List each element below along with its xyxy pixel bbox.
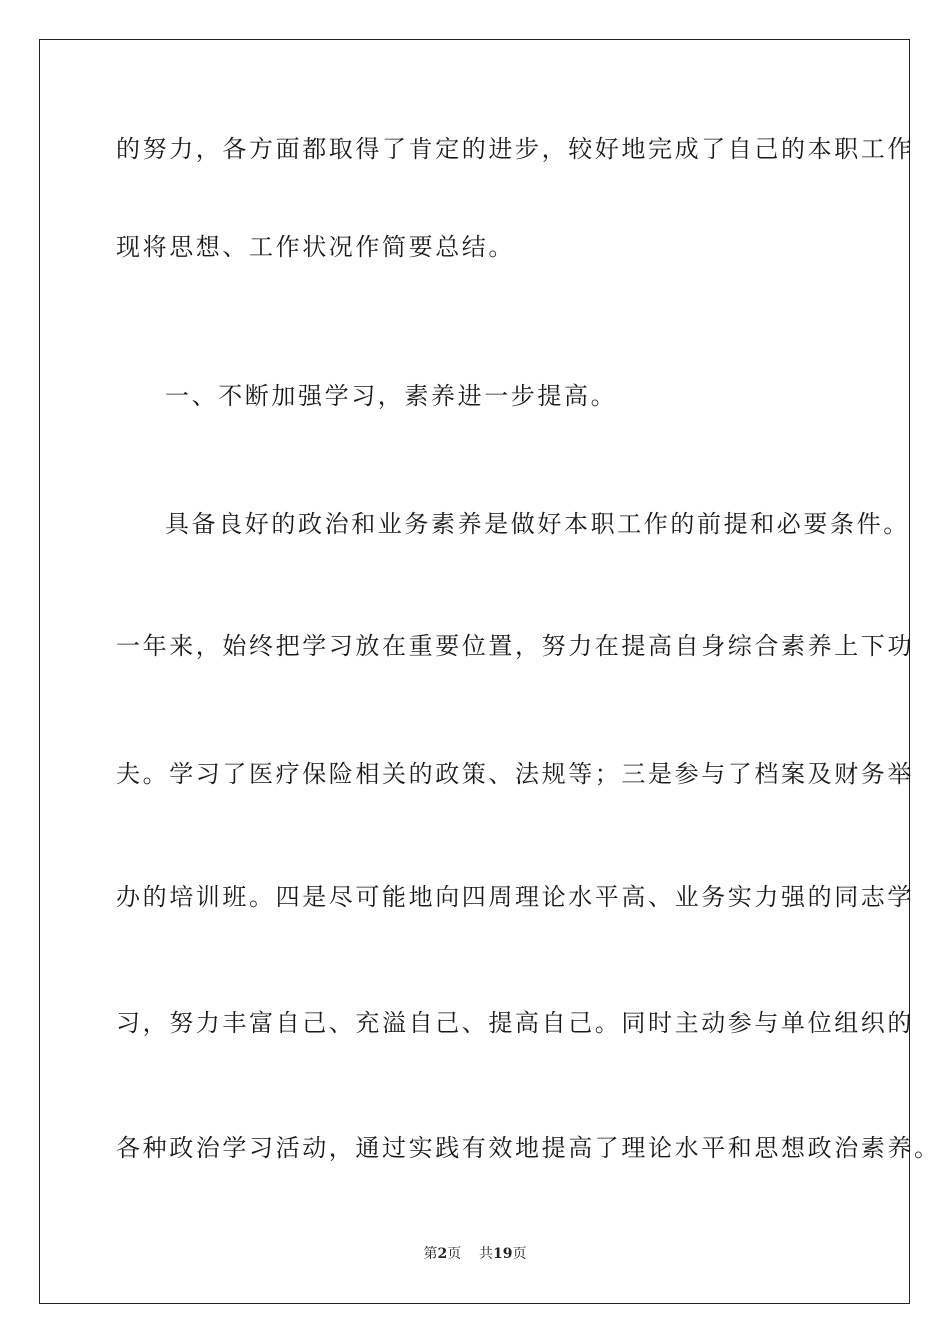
section-heading: 一、不断加强学习，素养进一步提高。 <box>165 382 618 410</box>
total-prefix: 共 <box>479 1246 494 1262</box>
body-line-2: 现将思想、工作状况作简要总结。 <box>116 233 515 261</box>
body-line-7: 办的培训班。四是尽可能地向四周理论水平高、业务实力强的同志学 <box>116 883 914 911</box>
body-line-8: 习，努力丰富自己、充溢自己、提高自己。同时主动参与单位组织的 <box>116 1009 914 1037</box>
body-line-9: 各种政治学习活动，通过实践有效地提高了理论水平和思想政治素养。 <box>116 1134 941 1162</box>
body-line-5: 一年来，始终把学习放在重要位置，努力在提高自身综合素养上下功 <box>116 632 914 660</box>
page-number: 2 <box>437 1246 448 1262</box>
page-suffix: 页 <box>447 1246 462 1262</box>
body-line-1: 的努力，各方面都取得了肯定的进步，较好地完成了自己的本职工作 <box>116 135 914 163</box>
body-line-4: 具备良好的政治和业务素养是做好本职工作的前提和必要条件。 <box>165 510 910 538</box>
body-line-6: 夫。学习了医疗保险相关的政策、法规等；三是参与了档案及财务举 <box>116 760 914 788</box>
page-footer <box>0 1245 950 1263</box>
total-pages: 19 <box>493 1246 513 1262</box>
page-prefix: 第 <box>423 1246 438 1262</box>
page-border <box>39 39 910 1304</box>
total-suffix: 页 <box>512 1246 527 1262</box>
